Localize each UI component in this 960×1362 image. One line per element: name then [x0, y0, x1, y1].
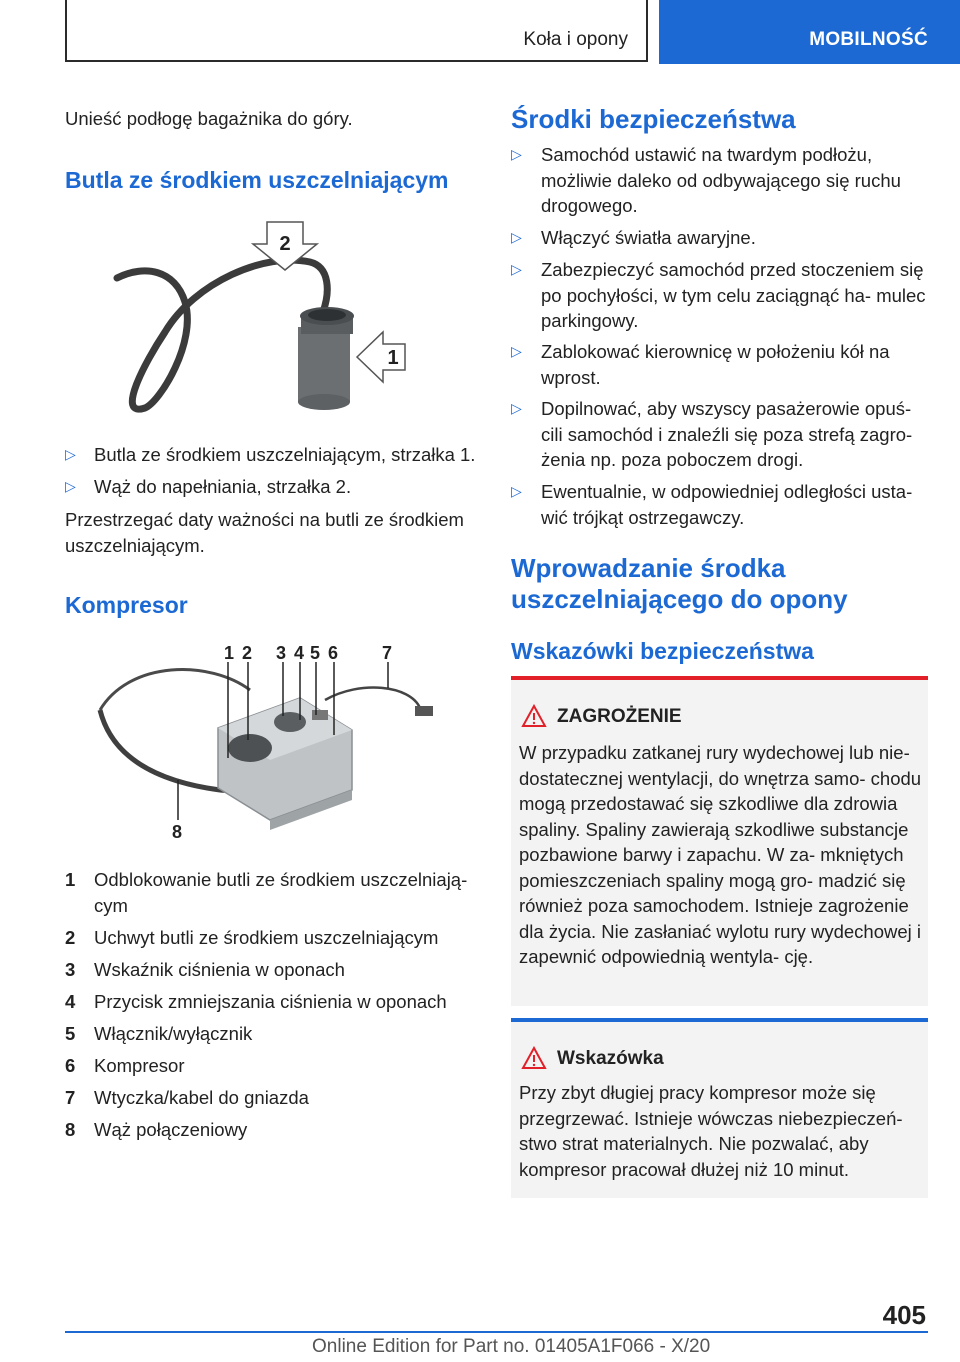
compressor-figure-label: 6 [328, 643, 339, 663]
safety-bullet: ▷ Zablokować kierownicę w położeniu kół na wprost. [511, 341, 890, 388]
bottle-figure-label: 2 [279, 233, 291, 255]
header-chapter-title: MOBILNOŚĆ [809, 29, 928, 50]
compressor-list-item: 5 Włącznik/wyłącznik [65, 1023, 253, 1044]
safety-heading: Środki bezpieczeństwa [511, 104, 796, 134]
page-number: 405 [882, 1300, 926, 1330]
header-section-title: Koła i opony [523, 29, 628, 50]
footer-divider [65, 1331, 928, 1333]
power-cable [325, 688, 420, 708]
note-title: Wskazówka [557, 1048, 664, 1069]
compressor-figure-label: 7 [382, 643, 393, 663]
safety-bullet: ▷ Zabezpieczyć samochód przed stoczeniem się po pochyłości, w tym celu zaciągnąć ha‐ mulec parkingowy. [511, 259, 926, 331]
compressor-figure-label: 1 [224, 643, 235, 663]
compressor-heading: Kompresor [65, 592, 188, 618]
tips-heading: Wskazówki bezpieczeństwa [511, 638, 814, 664]
bottle-bullet: ▷ Wąż do napełniania, strzałka 2. [65, 474, 485, 500]
footer-edition: Online Edition for Part no. 01405A1F066 - X/20 [312, 1336, 711, 1357]
header-chapter-tab[interactable] [659, 0, 960, 64]
intro-text: Unieść podłogę bagażnika do góry. [65, 108, 353, 129]
danger-box [511, 676, 928, 1006]
danger-title: ZAGROŻENIE [557, 706, 682, 727]
compressor-figure-label: 8 [172, 822, 183, 842]
compressor-figure-label: 5 [310, 643, 321, 663]
compressor-figure-label: 4 [294, 643, 305, 663]
note-text: Przy zbyt długiej pracy kompresor może się przegrzewać. Istnieje wówczas niebezpieczeń‐ stwo strat materialnych. Nie pozwalać, aby kompresor pracował dłużej niż 10 minut. [519, 1082, 903, 1180]
triangle-bullet-icon: ▷ [511, 229, 522, 245]
danger-text: W przypadku zatkanej rury wydechowej lub nie‐ dostatecznej wentylacji, do wnętrza samo‐ chodu mogą przedostawać się szkodliwe dla zdrowia spaliny. Spaliny zawierają szkodliwe substancje pozbawione barwy i zapachu. W za‐ mkniętych pomieszczeniach spaliny mogą gro‐ madzić się również poza samochodem. Istnieje zagrożenie dla życia. Nie zasłaniać wylotu rury wydechowej i zapewnić odpowiednią wentyla‐ cję. [519, 742, 922, 967]
compressor-list-item: 6 Kompresor [65, 1055, 185, 1076]
triangle-bullet-icon: ▷ [511, 400, 522, 416]
triangle-bullet-icon: ▷ [65, 478, 76, 494]
bottle-bullet: ▷ Butla ze środkiem uszczelniającym, strzałka 1. [65, 442, 485, 468]
compressor-list-item: 8 Wąż połączeniowy [65, 1119, 248, 1140]
triangle-bullet-icon: ▷ [511, 146, 522, 162]
compressor-figure-label: 3 [276, 643, 287, 663]
safety-bullet: ▷ Dopilnować, aby wszyscy pasażerowie opuś‐ cili samochód i znaleźli się poza strefą zagro‐ żenia np. poza poboczem drogi. [511, 398, 913, 470]
triangle-bullet-icon: ▷ [511, 483, 522, 499]
bottle-body [298, 327, 350, 402]
compressor-list-item: 3 Wskaźnik ciśnienia w oponach [65, 959, 345, 980]
bottle-figure-label: 1 [387, 347, 399, 369]
note-box [511, 1018, 928, 1198]
warning-triangle-icon [521, 1046, 547, 1070]
compressor-list-item: 2 Uchwyt butli ze środkiem uszczelniającym [65, 927, 439, 948]
bottle-heading: Butla ze środkiem uszczelniającym [65, 167, 449, 193]
filling-heading: Wprowadzanie środka uszczelniającego do opony [511, 553, 848, 614]
safety-bullet: ▷ Ewentualnie, w odpowiedniej odległości usta‐ wić trójkąt ostrzegawczy. [511, 481, 913, 528]
safety-bullet: ▷ Samochód ustawić na twardym podłożu, możliwie daleko od odbywającego się ruchu drogowego. [511, 144, 901, 216]
filling-hose [117, 260, 327, 409]
compressor-figure-label: 2 [242, 643, 253, 663]
compressor-list-item: 1 Odblokowanie butli ze środkiem uszczelniają‐ cym [65, 869, 468, 916]
compressor-list-item: 4 Przycisk zmniejszania ciśnienia w oponach [65, 991, 447, 1012]
compressor-figure [90, 640, 450, 850]
warning-triangle-icon [521, 704, 547, 728]
compressor-list-item: 7 Wtyczka/kabel do gniazda [65, 1087, 309, 1108]
triangle-bullet-icon: ▷ [511, 343, 522, 359]
triangle-bullet-icon: ▷ [511, 261, 522, 277]
safety-bullet: ▷ Włączyć światła awaryjne. [511, 225, 931, 251]
bottle-note: Przestrzegać daty ważności na butli ze środkiem uszczelniającym. [65, 509, 464, 556]
header-section-box [65, 0, 648, 62]
triangle-bullet-icon: ▷ [65, 446, 76, 462]
sealant-bottle-figure [105, 212, 425, 422]
